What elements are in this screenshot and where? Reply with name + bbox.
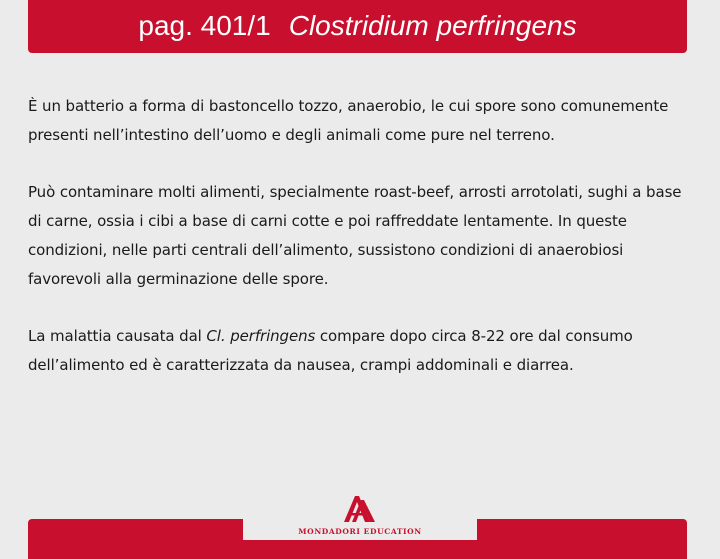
slide-body [28,92,692,380]
paragraph-description: È un batterio a forma di bastoncello tozzo, anaerobio, le cui spore sono comunemente presenti nell’intestino dell’uomo e degli animali come pure nel terreno. [28,97,669,144]
organism-abbreviation: Cl. perfringens [206,327,316,345]
paragraph-contamination: Può contaminare molti alimenti, specialmente roast-beef, arrosti arrotolati, sughi a base di carne, ossia i cibi a base di carni cotte e poi raffreddate lentamente. In queste condizioni, nelle parti centrali dell’alimento, sussistono condizioni di anaerobiosi favorevoli alla germinazione delle spore. [28,183,682,288]
page-reference: pag. 401/1 [138,9,271,41]
symptoms-text-end: compare dopo circa 8-22 ore dal consumo dell’alimento ed è caratterizzata da nausea, crampi addominali e diarrea. [28,327,633,374]
symptoms-text-start: La malattia causata dal [28,327,207,345]
header-bar [28,0,687,53]
organism-name: Clostridium perfringens [288,9,577,41]
paragraph-symptoms [28,322,692,380]
mondadori-a-icon [340,492,380,524]
publisher-logo [243,492,477,540]
logo-text: MONDADORI EDUCATION [298,527,422,536]
slide-title [138,9,577,41]
